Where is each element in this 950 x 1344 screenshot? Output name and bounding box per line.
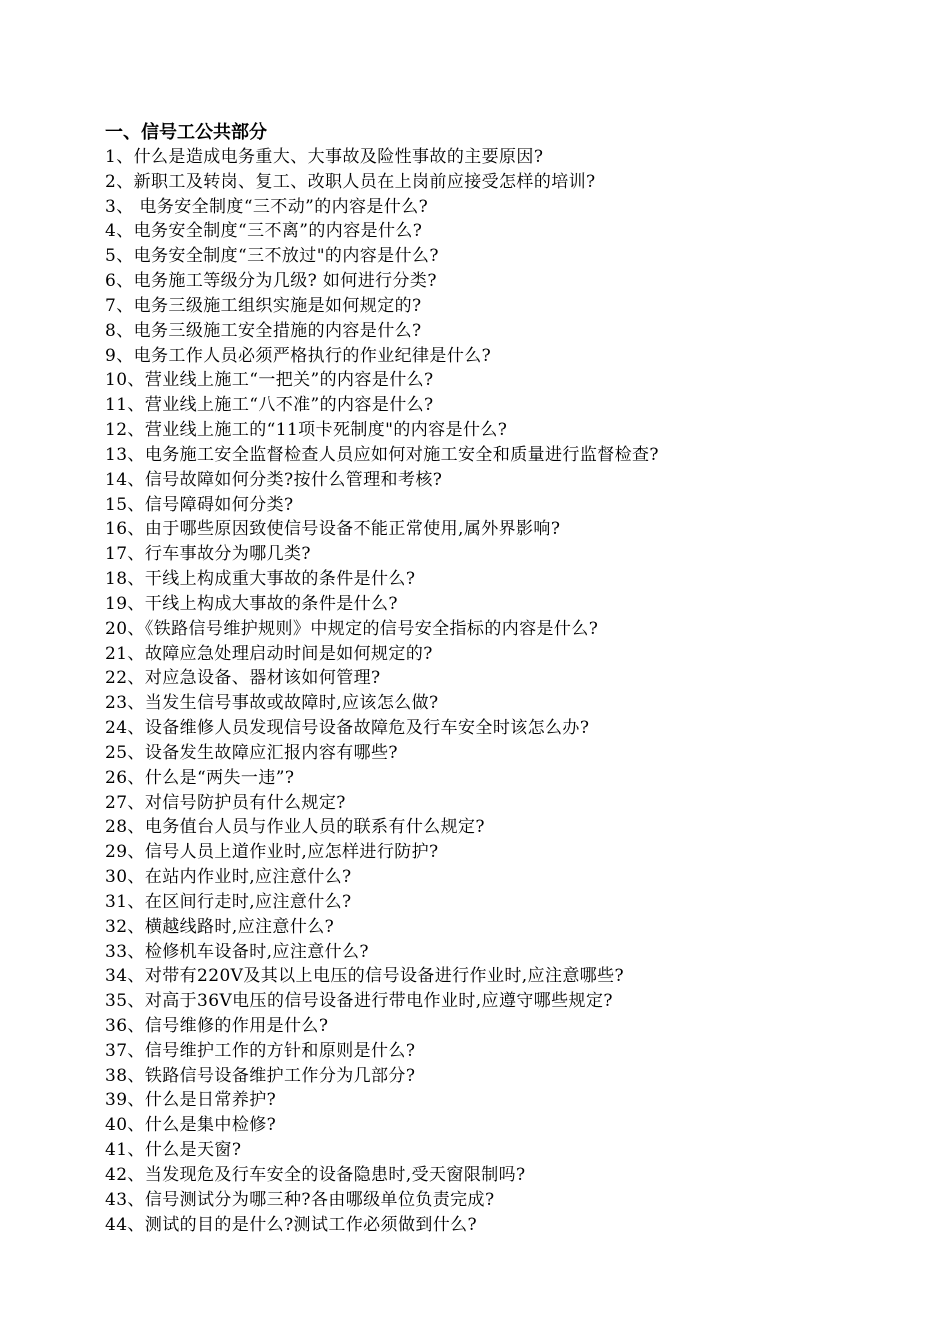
question-item: 29、信号人员上道作业时,应怎样进行防护?: [105, 842, 439, 863]
question-item: 32、横越线路时,应注意什么?: [105, 916, 335, 937]
question-item: 34、对带有220V及其以上电压的信号设备进行作业时,应注意哪些?: [105, 966, 625, 987]
question-item: 19、干线上构成大事故的条件是什么?: [105, 593, 398, 614]
question-item: 10、营业线上施工“一把关”的内容是什么?: [105, 370, 434, 391]
question-item: 13、电务施工安全监督检查人员应如何对施工安全和质量进行监督检查?: [105, 444, 659, 465]
question-item: 8、电务三级施工安全措施的内容是什么?: [105, 320, 422, 341]
question-item: 17、行车事故分为哪几类?: [105, 544, 311, 565]
question-item: 41、什么是天窗?: [105, 1140, 242, 1161]
question-item: 5、电务安全制度“三不放过"的内容是什么?: [105, 246, 439, 267]
question-item: 25、设备发生故障应汇报内容有哪些?: [105, 742, 398, 763]
question-item: 11、营业线上施工“八不准”的内容是什么?: [105, 395, 434, 416]
question-item: 30、在站内作业时,应注意什么?: [105, 867, 352, 888]
question-item: 43、信号测试分为哪三种?各由哪级单位负责完成?: [105, 1189, 495, 1210]
question-item: 9、电务工作人员必须严格执行的作业纪律是什么?: [105, 345, 492, 366]
question-item: 15、信号障碍如何分类?: [105, 494, 294, 515]
question-item: 42、当发现危及行车安全的设备隐患时,受天窗限制吗?: [105, 1164, 526, 1185]
question-item: 28、电务值台人员与作业人员的联系有什么规定?: [105, 817, 485, 838]
question-item: 23、当发生信号事故或故障时,应该怎么做?: [105, 693, 439, 714]
question-item: 7、电务三级施工组织实施是如何规定的?: [105, 295, 422, 316]
question-item: 21、故障应急处理启动时间是如何规定的?: [105, 643, 433, 664]
question-item: 35、对高于36V电压的信号设备进行带电作业时,应遵守哪些规定?: [105, 991, 613, 1012]
question-item: 33、检修机车设备时,应注意什么?: [105, 941, 369, 962]
document-page: [105, 120, 925, 1237]
question-item: 27、对信号防护员有什么规定?: [105, 792, 346, 813]
question-item: 16、由于哪些原因致使信号设备不能正常使用,属外界影响?: [105, 519, 561, 540]
question-item: 36、信号维修的作用是什么?: [105, 1015, 329, 1036]
question-item: 38、铁路信号设备维护工作分为几部分?: [105, 1065, 416, 1086]
question-item: 1、什么是造成电务重大、大事故及险性事故的主要原因?: [105, 147, 544, 167]
question-item: 12、营业线上施工的“11项卡死制度"的内容是什么?: [105, 420, 508, 441]
question-item: 18、干线上构成重大事故的条件是什么?: [105, 569, 416, 590]
question-item: 20、《铁路信号维护规则》中规定的信号安全指标的内容是什么?: [105, 618, 599, 639]
question-item: 6、电务施工等级分为几级? 如何进行分类?: [105, 271, 437, 292]
question-item: 40、什么是集中检修?: [105, 1115, 277, 1136]
question-list: [105, 145, 925, 1237]
question-item: 31、在区间行走时,应注意什么?: [105, 891, 352, 912]
question-item: 37、信号维护工作的方针和原则是什么?: [105, 1040, 416, 1061]
question-item: 26、什么是“两失一违”?: [105, 767, 295, 788]
section-title: 一、信号工公共部分: [105, 122, 267, 143]
question-item: 39、什么是日常养护?: [105, 1090, 277, 1111]
question-item: 2、新职工及转岗、复工、改职人员在上岗前应接受怎样的培训?: [105, 171, 596, 192]
question-item: 4、电务安全制度“三不离”的内容是什么?: [105, 221, 423, 242]
question-item: 24、设备维修人员发现信号设备故障危及行车安全时该怎么办?: [105, 718, 590, 739]
question-item: 14、信号故障如何分类?按什么管理和考核?: [105, 469, 443, 490]
question-item: 22、对应急设备、器材该如何管理?: [105, 668, 381, 689]
question-item: 44、测试的目的是什么?测试工作必须做到什么?: [105, 1214, 478, 1235]
question-item: 3、 电务安全制度“三不动”的内容是什么?: [105, 196, 429, 217]
